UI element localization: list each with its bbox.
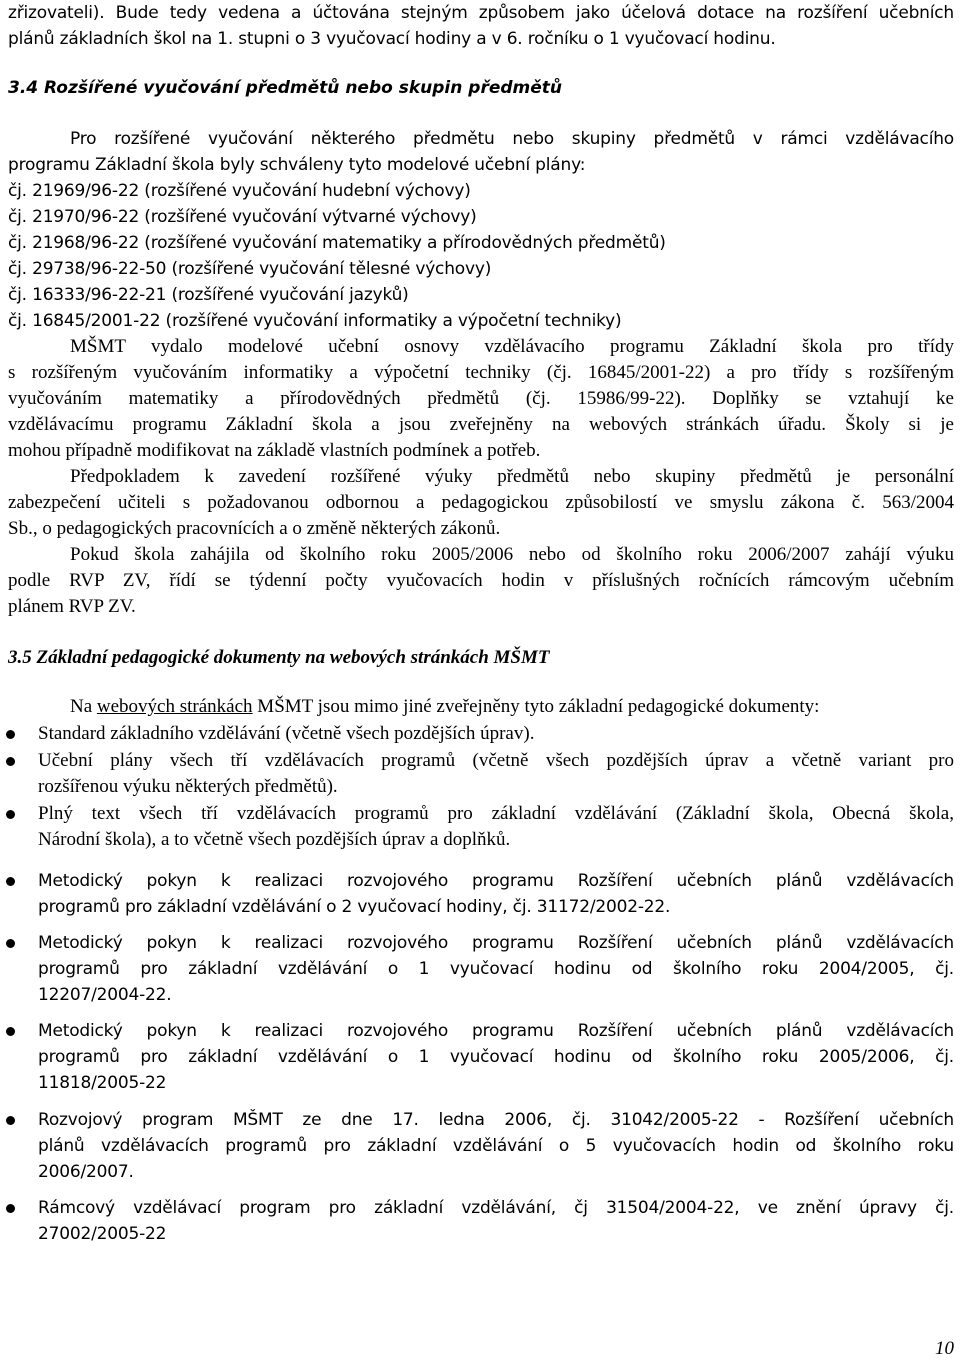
page-number: 10 (935, 1338, 954, 1359)
bullet-icon (6, 757, 15, 766)
paragraph-line: mohou případně modifikovat na základě vlastních podmínek a potřeb. (8, 440, 541, 461)
paragraph-line: Pokud škola zahájila od školního roku 2005/2006 nebo od školního roku 2006/2007 zahájí výuku (70, 544, 954, 565)
plan-item: čj. 21970/96-22 (rozšířené vyučování výtvarné výchovy) (8, 207, 477, 227)
section-intro (70, 694, 954, 720)
plan-item: čj. 16333/96-22-21 (rozšířené vyučování jazyků) (8, 285, 409, 305)
list-item: Standard základního vzdělávání (včetně všech pozdějších úprav). (38, 723, 535, 744)
section-heading-3-4: 3.4 Rozšířené vyučování předmětů nebo skupin předmětů (8, 78, 562, 98)
bullet-icon (6, 877, 15, 886)
list-item: plánů vzdělávacích programů pro základní vzdělávání o 5 vyučovacích hodin od školního roku (38, 1136, 954, 1156)
list-item: 12207/2004-22. (38, 985, 172, 1005)
list-item: 27002/2005-22 (38, 1224, 167, 1244)
paragraph-line: vyučováním matematiky a přírodovědných předmětů (čj. 15986/99-22). Doplňky se vztahují ke (8, 388, 954, 409)
paragraph-line: podle RVP ZV, řídí se týdenní počty vyučovacích hodin v příslušných ročnících rámcovým učebním (8, 570, 954, 591)
intro-text: Na (70, 696, 97, 717)
paragraph-line: MŠMT vydalo modelové učební osnovy vzdělávacího programu Základní škola pro třídy (70, 336, 954, 357)
list-item: Rozvojový program MŠMT ze dne 17. ledna 2006, čj. 31042/2005-22 - Rozšíření učebních (38, 1110, 954, 1130)
plan-item: čj. 21968/96-22 (rozšířené vyučování matematiky a přírodovědných předmětů) (8, 233, 666, 253)
list-item: Plný text všech tří vzdělávacích programů pro základní vzdělávání (Základní škola, Obecná škola, (38, 803, 954, 824)
paragraph-line: Pro rozšířené vyučování některého předmětu nebo skupiny předmětů v rámci vzdělávacího (70, 129, 954, 149)
list-item: programů pro základní vzdělávání o 2 vyučovací hodiny, čj. 31172/2002-22. (38, 897, 671, 917)
intro-line: plánů základních škol na 1. stupni o 3 vyučovací hodiny a v 6. ročníku o 1 vyučovací hodinu. (8, 29, 776, 49)
list-item: programů pro základní vzdělávání o 1 vyučovací hodinu od školního roku 2005/2006, čj. (38, 1047, 954, 1067)
paragraph-line: programu Základní škola byly schváleny tyto modelové učební plány: (8, 155, 586, 175)
list-item: programů pro základní vzdělávání o 1 vyučovací hodinu od školního roku 2004/2005, čj. (38, 959, 954, 979)
list-item: 2006/2007. (38, 1162, 134, 1182)
bullet-icon (6, 1204, 15, 1213)
list-item: Metodický pokyn k realizaci rozvojového programu Rozšíření učebních plánů vzdělávacích (38, 871, 954, 891)
paragraph-line: Sb., o pedagogických pracovnících a o změně některých zákonů. (8, 518, 501, 539)
list-item: Metodický pokyn k realizaci rozvojového programu Rozšíření učebních plánů vzdělávacích (38, 933, 954, 953)
list-item: rozšířenou výuku některých předmětů). (38, 776, 338, 797)
paragraph-line: vzdělávacímu programu Základní škola a jsou zveřejněny na webových stránkách úřadu. Školy si je (8, 414, 954, 435)
list-item: Národní škola), a to včetně všech pozdějších úprav a doplňků. (38, 829, 511, 850)
web-link[interactable]: webových stránkách (96, 696, 253, 717)
paragraph-line: s rozšířeným vyučováním informatiky a výpočetní techniky (čj. 16845/2001-22) a pro třídy s rozšířeným (8, 362, 954, 383)
section-heading-3-5: 3.5 Základní pedagogické dokumenty na webových stránkách MŠMT (8, 647, 550, 668)
bullet-icon (6, 939, 15, 948)
list-item: 11818/2005-22 (38, 1073, 167, 1093)
paragraph-line: zabezpečení učiteli s požadovanou odbornou a pedagogickou způsobilostí ve smyslu zákona č. 563/2004 (8, 492, 954, 513)
bullet-icon (6, 730, 15, 739)
plan-item: čj. 29738/96-22-50 (rozšířené vyučování tělesné výchovy) (8, 259, 492, 279)
list-item: Metodický pokyn k realizaci rozvojového programu Rozšíření učebních plánů vzdělávacích (38, 1021, 954, 1041)
list-item: Rámcový vzdělávací program pro základní vzdělávání, čj 31504/2004-22, ve znění úpravy čj. (38, 1198, 954, 1218)
plan-item: čj. 21969/96-22 (rozšířené vyučování hudební výchovy) (8, 181, 471, 201)
list-item: Učební plány všech tří vzdělávacích programů (včetně všech pozdějších úprav a včetně variant pro (38, 750, 954, 771)
bullet-icon (6, 1027, 15, 1036)
bullet-icon (6, 810, 15, 819)
paragraph-line: Předpokladem k zavedení rozšířené výuky předmětů nebo skupiny předmětů je personální (70, 466, 954, 487)
plan-item: čj. 16845/2001-22 (rozšířené vyučování informatiky a výpočetní techniky) (8, 311, 622, 331)
intro-line: zřizovateli). Bude tedy vedena a účtována stejným způsobem jako účelová dotace na rozšíření učebních (8, 3, 954, 23)
paragraph-line: plánem RVP ZV. (8, 596, 136, 617)
intro-text: MŠMT jsou mimo jiné zveřejněny tyto základní pedagogické dokumenty: (252, 696, 820, 717)
bullet-icon (6, 1116, 15, 1125)
